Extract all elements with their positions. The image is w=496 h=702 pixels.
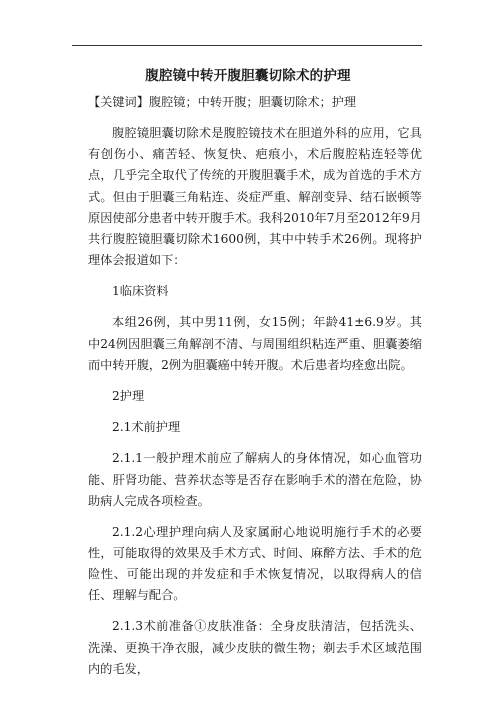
keywords-line: 【关键词】腹腔镜；中转开腹；胆囊切除术；护理 <box>88 95 357 109</box>
subsection-heading-2-1: 2.1术前护理 <box>112 420 181 435</box>
header-rule <box>72 45 422 46</box>
paragraph-intro: 腹腔镜胆囊切除术是腹腔镜技术在胆道外科的应用，它具有创伤小、痛苦轻、恢复快、疤痕小，术后腹腔粘连轻等优点，几乎完全取代了传统的开腹胆囊手术，成为首选的手术方式。但由于胆囊三角粘连、炎症严重、解剖变异、结石嵌顿等原因使部分患者中转开腹手术。我科2010年7月至2012年9月共行腹腔镜胆囊切除术1600例，其中中转手术26例。现将护理体会报道如下： <box>88 126 422 267</box>
paragraph-general-care: 2.1.1一般护理术前应了解病人的身体情况，如心血管功能、肝肾功能、营养状态等是否存在影响手术的潜在危险，协助病人完成各项检查。 <box>88 451 422 508</box>
paragraph-clinical-data: 本组26例，其中男11例，女15例；年龄41±6.9岁。其中24例因胆囊三角解剖不清、与周围组织粘连严重、胆囊萎缩而中转开腹，2例为胆囊癌中转开腹。术后患者均痊愈出院。 <box>88 315 422 372</box>
section-heading-1: 1临床资料 <box>112 284 169 299</box>
document-title: 腹腔镜中转开腹胆囊切除术的护理 <box>145 68 351 84</box>
section-heading-2: 2护理 <box>112 388 145 403</box>
document-body <box>88 92 422 690</box>
paragraph-preop-prep: 2.1.3术前准备①皮肤准备：全身皮肤清洁，包括洗头、洗澡、更换干净衣服，减少皮肤的微生物；剃去手术区域范围内的毛发， <box>88 619 422 676</box>
paragraph-psych-care: 2.1.2心理护理向病人及家属耐心地说明施行手术的必要性，可能取得的效果及手术方式、时间、麻醉方法、手术的危险性、可能出现的并发症和手术恢复情况，以取得病人的信任、理解与配合。 <box>88 524 422 603</box>
